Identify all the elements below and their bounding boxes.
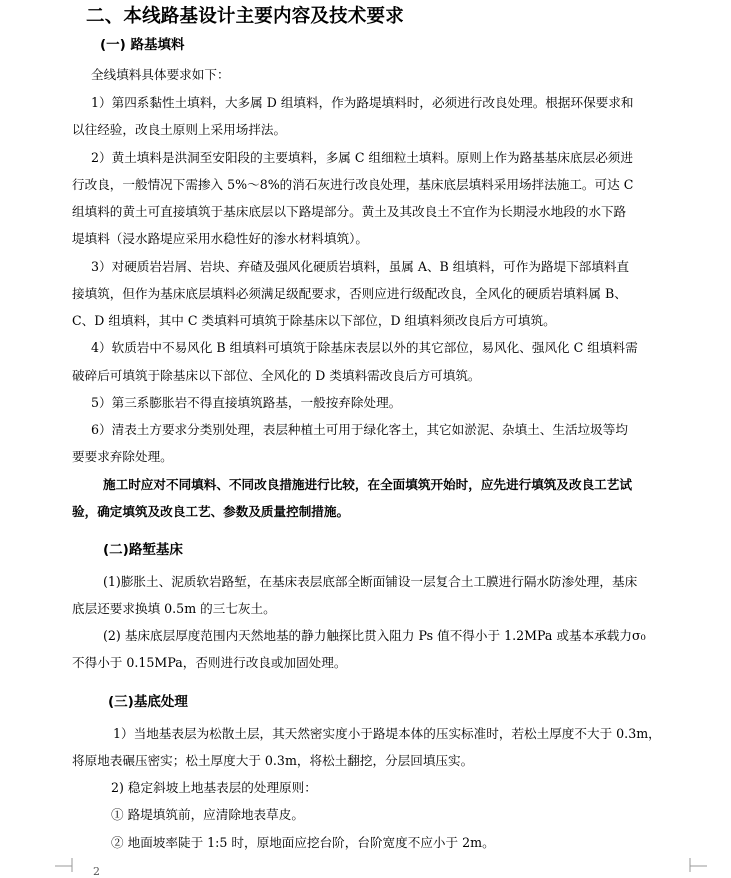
section1-line: 全线填料具体要求如下： — [91, 67, 230, 82]
page-number: 2 — [93, 865, 100, 878]
section1-line: 1）第四系黏性土填料，大多属 D 组填料，作为路堤填料时，必须进行改良处理。根据环保要求和 — [91, 95, 634, 110]
section3-title: (三)基底处理 — [108, 694, 188, 710]
section1-bold-line: 施工时应对不同填料、不同改良措施进行比较，在全面填筑开始时，应先进行填筑及改良工艺试 — [103, 477, 632, 492]
section3-line: 将原地表碾压密实；松土厚度大于 0.3m，将松土翻挖，分层回填压实。 — [72, 753, 474, 768]
section2-line: (2) 基床底层厚度范围内天然地基的静力触探比贯入阻力 Ps 值不得小于 1.2MPa 或基本承载力σ₀ — [103, 628, 646, 643]
section1-line: 以往经验，改良土原则上采用场拌法。 — [72, 122, 287, 137]
section3-line: ② 地面坡率陡于 1:5 时，原地面应挖台阶，台阶宽度不应小于 2m。 — [111, 835, 495, 850]
section1-line: 2）黄土填料是洪洞至安阳段的主要填料，多属 C 组细粒土填料。原则上作为路基基床底层必须进 — [91, 150, 633, 165]
section1-line: 堤填料（浸水路堤应采用水稳性好的渗水材料填筑）。 — [72, 231, 368, 246]
section1-bold-line: 验，确定填筑及改良工艺、参数及质量控制措施。 — [72, 504, 350, 519]
section2-title: (二)路堑基床 — [103, 542, 183, 558]
section1-line: 5）第三系膨胀岩不得直接填筑路基，一般按弃除处理。 — [91, 395, 402, 410]
section3-line: 2) 稳定斜坡上地基表层的处理原则： — [111, 780, 317, 795]
section2-line: (1)膨胀土、泥质软岩路堑，在基床表层底部全断面铺设一层复合土工膜进行隔水防渗处理，基床 — [103, 574, 638, 589]
section1-line: 3）对硬质岩岩屑、岩块、弃碴及强风化硬质岩填料，虽属 A、B 组填料，可作为路堤下部填料直 — [91, 259, 630, 274]
section1-line: 要要求弃除处理。 — [72, 449, 173, 464]
section3-line: 1）当地基表层为松散土层，其天然密实度小于路堤本体的压实标准时，若松土厚度不大于 0.3m， — [113, 726, 661, 741]
section1-line: 破碎后可填筑于除基床以下部位、全风化的 D 类填料需改良后方可填筑。 — [72, 368, 481, 383]
section1-line: 接填筑，但作为基床底层填料必须满足级配要求，否则应进行级配改良，全风化的硬质岩填料属 B、 — [72, 286, 627, 301]
section1-line: C、D 组填料，其中 C 类填料可填筑于除基床以下部位，D 组填料须改良后方可填筑。 — [72, 313, 556, 328]
section1-line: 6）清表土方要求分类别处理，表层种植土可用于绿化客土，其它如淤泥、杂填土、生活垃圾等均 — [91, 422, 628, 437]
section1-line: 4）软质岩中不易风化 B 组填料可填筑于除基床表层以外的其它部位，易风化、强风化 C 组填料需 — [91, 340, 638, 355]
section1-line: 行改良，一般情况下需掺入 5%～8%的消石灰进行改良处理，基床底层填料采用场拌法施工。可达 C — [72, 177, 634, 192]
section2-line: 底层还要求换填 0.5m 的三七灰土。 — [72, 601, 276, 616]
main-heading: 二、本线路基设计主要内容及技术要求 — [86, 6, 404, 27]
section1-line: 组填料的黄土可直接填筑于基床底层以下路堤部分。黄土及其改良土不宜作为长期浸水地段的水下路 — [72, 204, 627, 219]
section1-title: (一) 路基填料 — [100, 37, 185, 53]
page-edge-marks — [0, 858, 731, 872]
section3-line: ① 路堤填筑前，应清除地表草皮。 — [111, 807, 304, 822]
section2-line: 不得小于 0.15MPa，否则进行改良或加固处理。 — [72, 655, 347, 670]
